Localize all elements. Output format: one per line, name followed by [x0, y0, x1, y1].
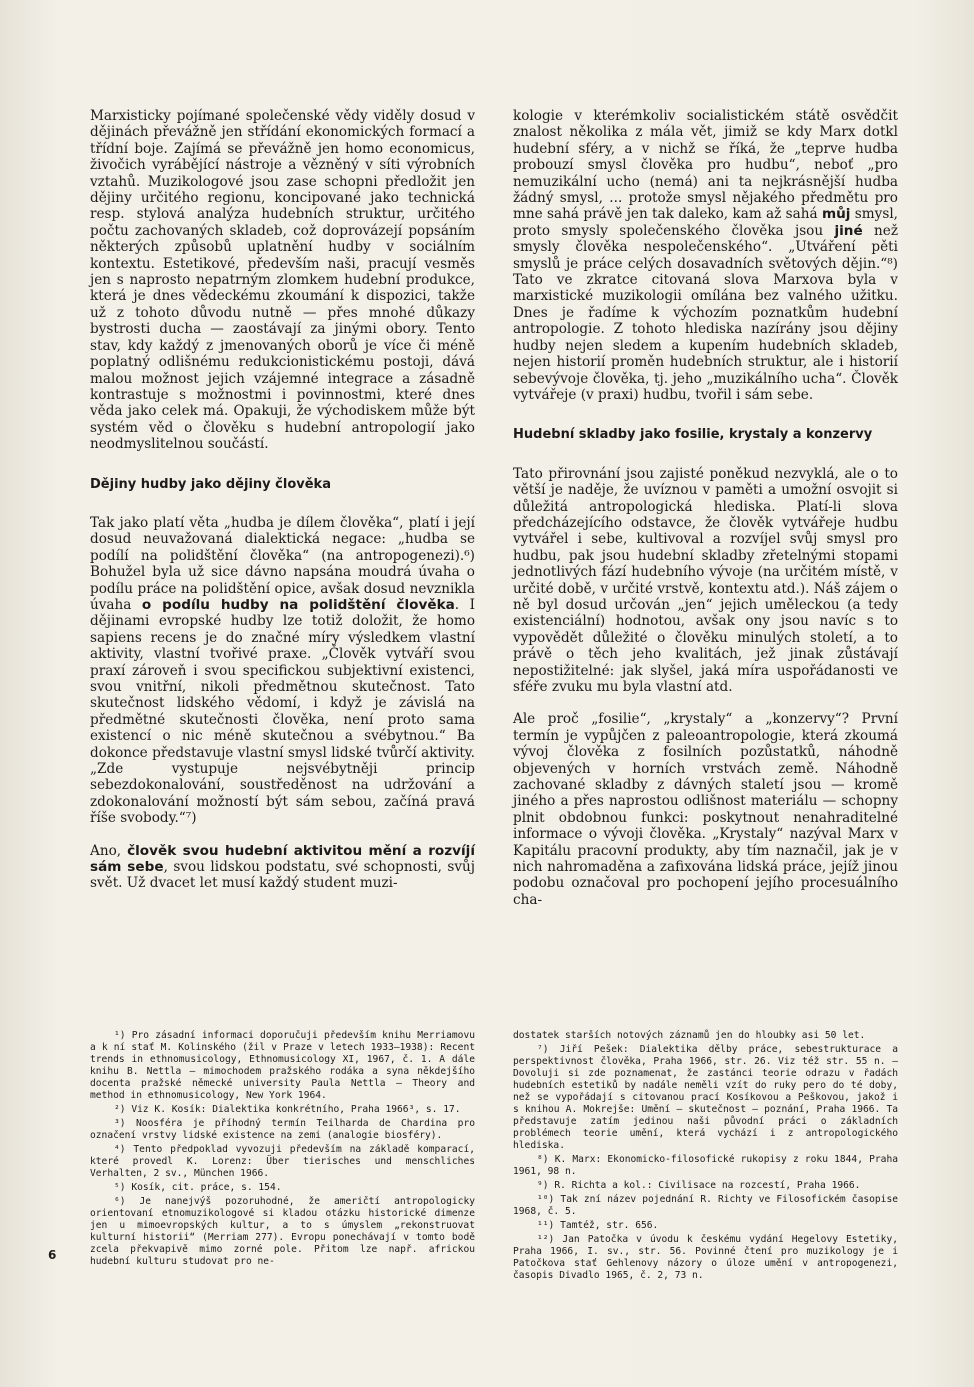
right-column — [513, 108, 898, 924]
footnote: dostatek starších notových záznamů jen do hloubky asi 50 let. — [513, 1030, 866, 1041]
footnote: ⁴) Tento předpoklad vyvozuji především na základě komparací, které provedl K. Lorenz: Über tierisches und menschliches Verhalten, 2 sv., München 1966. — [90, 1144, 475, 1179]
page-number: 6 — [48, 1248, 57, 1262]
paragraph: kologie v kterémkoliv socialistickém státě osvědčit znalost několika z mála vět, jimiž se kdy Marx dotkl hudební sféry, a v nichž se říká, že „teprve hudba probouzí smysl člověka pro hudbu“, neboť „pro nemuzikální ucho (nemá) ani ta nejkrásnější hudba žádný smysl, ... protože smysl nějakého předmětu pro mne sahá právě jen tak daleko, kam až sahá můj smysl, proto smysly společenského člověka jsou jiné než smysly člověka nespolečenského“. „Utváření pěti smyslů je práce celých dosavadních světových dějin.“⁸) Tato ve zkratce citovaná slova Marxova byla v marxistické muzikologii omílána bez valného užitku. Dnes je řadíme k výchozím poznatkům hudební antropologie. Z tohoto hlediska nazírány jsou dějiny hudby nejen sledem a kupením hudebních skladeb, nejen historií proměn hudebních struktur, ale i historií sebevývoje člověka, tj. jeho „muzikálního ucha“. Člověk vytvářeje (v praxi) hudbu, tvořil i sám sebe. — [513, 108, 899, 403]
paragraph: Tak jako platí věta „hudba je dílem člověka“, platí i její dosud neuvažovaná dialektická negace: „hudba se podílí na polidštění člověka“ (na antropogenezi).⁶) Bohužel byla už sice dávno napsána moudrá úvaha o podílu práce na polidštění opice, avšak dosud nevznikla úvaha o podílu hudby na polidštění člověka. I dějinami evropské hudby lze totiž doložit, že homo sapiens recens je do značné míry výsledkem vlastní aktivity, vlastní tvořivé praxe. „Člověk vytváří svou praxí zároveň i svou specifickou subjektivní existenci, svou vnitřní, nikoli předmětnou skutečnost. Tato skutečnost lidského vědomí, i když je závislá na předmětné skutečnosti člověka, není proto sama existencí o nic méně skutečnou a svébytnou.“ Ba dokonce představuje vlastní smysl lidské tvůrčí aktivity. „Zde vystupuje nejsvébytněji princip sebezdokonalování, soustředěnost na udržování a zdokonalování možností být sám sebou, začíná pravá říše svobody.“⁷) — [90, 514, 475, 827]
footnotes-left — [90, 1030, 475, 1270]
footnote: ³) Noosféra je příhodný termín Teilharda de Chardina pro označení vrstvy lidské existence na zemi (analogie biosféry). — [90, 1118, 475, 1141]
section-heading: Hudební skladby jako fosilie, krystaly a konzervy — [513, 427, 873, 443]
paragraph: Ano, člověk svou hudební aktivitou mění a rozvíjí sám sebe, svou lidskou podstatu, své schopnosti, svůj svět. Už dvacet let musí každý student muzi- — [90, 842, 475, 892]
footnotes-right — [513, 1030, 898, 1284]
bold-phrase: o podílu hudby na polidštění člověka — [141, 596, 455, 613]
footnote: ¹²) Jan Patočka v úvodu k českému vydání Hegelovy Estetiky, Praha 1966, I. sv., str. 56. Povinné čtení pro muzikology je i Patočkova stať Gehlenovy názory o úloze umění v antropogenezi, časopis Divadlo 1965, č. 2, 73 n. — [513, 1234, 898, 1281]
paragraph: Tato přirovnání jsou zajisté poněkud nezvyklá, ale o to větší je naděje, že uvíznou v paměti a umožní osvojit si důležitá antropologická hlediska. Platí-li slova předcházejícího odstavce, že člověk vytvářeje hudbu vytvářel i sebe, kultivoval a rozvíjel svůj smysl pro hudbu, pak jsou hudební skladby zřetelnými stopami jednotlivých fází hudebního vývoje (na určitém místě, v určité době, v určité vrstvě, kontextu atd.). Náš zájem o ně byl dosud určován „jen“ jejich uměleckou (a tedy existenciální) hodnotou, avšak ony jsou navíc s to vypovědět důležité o člověku minulých století, a to právě o těch jeho kvalitách, jež jinak zůstávají nepostižitelné: jak slyšel, jaká míra uspořádanosti ve sféře zvuku mu byla vlastní atd. — [513, 465, 898, 695]
bold-word: jiné — [834, 222, 863, 239]
paragraph: Ale proč „fosilie“, „krystaly“ a „konzervy“? První termín je vypůjčen z paleoantropologie, která zkoumá vývoj člověka z fosilních pozůstatků, náhodně objevených v horních vrstvách země. Náhodně zachované skladby z dávných staletí jsou — kromě jiného a přes naprostou odlišnost materiálu — schopny plnit obdobnou funkci: poskytnout nenahraditelné informace o vývoji člověka. „Krystaly“ nazýval Marx v Kapitálu pracovní produkty, aby tím naznačil, jak je v nich nahromaděna a zafixována lidská práce, jejíž jinou podobu označoval pro pochopení jejího procesuálního cha- — [513, 711, 898, 908]
footnote: ⁵) Kosík, cit. práce, s. 154. — [114, 1182, 282, 1193]
paragraph: Marxisticky pojímané společenské vědy viděly dosud v dějinách převážně jen střídání ekonomických formací a třídní boje. Zajímá se převážně jen homo economicus, živočich vyrábějící nástroje a vězněný v síti výrobních vztahů. Muzikologové jsou zase schopni předložit jen dějiny určitého regionu, koncipované jako technická resp. stylová analýza hudebních struktur, určitého počtu zachovaných skladeb, což doprovázejí popsáním některých způsobů uplatnění hudby v sociálním kontextu. Estetikové, především naši, pracují vesměs jen s naprosto nepatrným zlomkem hudební produkce, která je dnes vědeckému zkoumání k dispozici, takže už z tohoto důvodu nutně — přes mnohé důkazy bystrosti ducha — zaostávají za jinými obory. Tento stav, kdy každý z jmenovaných oborů je více či méně poplatný odlišnému redukcionistickému postoji, dává malou možnost jejich vzájemné integrace a zásadně kontrastuje s možnostmi i povinnostmi, které dnes věda jako celek má. Opakuji, že východiskem může být systém věd o člověku s hudební antropologií jako neodmyslitelnou součástí. — [90, 108, 475, 453]
footnote: ¹⁰) Tak zní název pojednání R. Richty ve Filosofickém časopise 1968, č. 5. — [513, 1194, 898, 1217]
footnote: ¹) Pro zásadní informaci doporučuji především knihu Merriamovu a k ní stať M. Kolinského (žil v Praze v letech 1933—1938): Recent trends in ethnomusicology, Ethnomusicology XI, 1967, č. 1. A dále knihu B. Nettla — mimochodem pražského rodáka a syna někdejšího docenta pražské německé university Paula Nettla — Theory and method in ethnomusicology, New York 1964. — [90, 1030, 475, 1101]
footnote: ⁷) Jiří Pešek: Dialektika dělby práce, sebestrukturace a perspektivnost člověka, Praha 1966, str. 26. Viz též str. 55 n. — Dovoluji si zde poznamenat, že zastánci teorie odrazu v řadách hudebních estetiků by nadále neměli vzít do ruky pero do té doby, než se vypořádají s citovanou prací Kosíkovou a Peškovou, jakož i s knihou A. Mokrejše: Umění — skutečnost — poznání, Praha 1966. Ta představuje zatím jedinou naši původní práci o základních problémech teorie umění, která vychází i z antropologického hlediska. — [513, 1044, 898, 1151]
footnote: ²) Viz K. Kosík: Dialektika konkrétního, Praha 1966³, s. 17. — [114, 1104, 461, 1115]
footnote: ⁶) Je nanejvýš pozoruhodné, že američtí antropologicky orientovaní etnomuzikologové si kladou otázku historické dimenze jen u mimoevropských kultur, a to s úmyslem „rekonstruovat kulturní historii“ (Merriam 277). Evropu ponechávají v tomto bodě zcela překvapivě mimo zorné pole. Přitom lze např. africkou hudební kulturu studovat pro ne- — [90, 1196, 475, 1267]
footnote: ⁸) K. Marx: Ekonomicko-filosofické rukopisy z roku 1844, Praha 1961, 98 n. — [513, 1154, 898, 1177]
bold-phrase: člověk svou hudební aktivitou mění a rozvíjí sám sebe — [90, 842, 475, 876]
section-heading: Dějiny hudby jako dějiny člověka — [90, 476, 331, 492]
footnote: ⁹) R. Richta a kol.: Civilisace na rozcestí, Praha 1966. — [537, 1180, 861, 1191]
footnote: ¹¹) Tamtéž, str. 656. — [537, 1220, 659, 1231]
bold-word: můj — [821, 206, 851, 223]
left-column — [90, 108, 475, 908]
